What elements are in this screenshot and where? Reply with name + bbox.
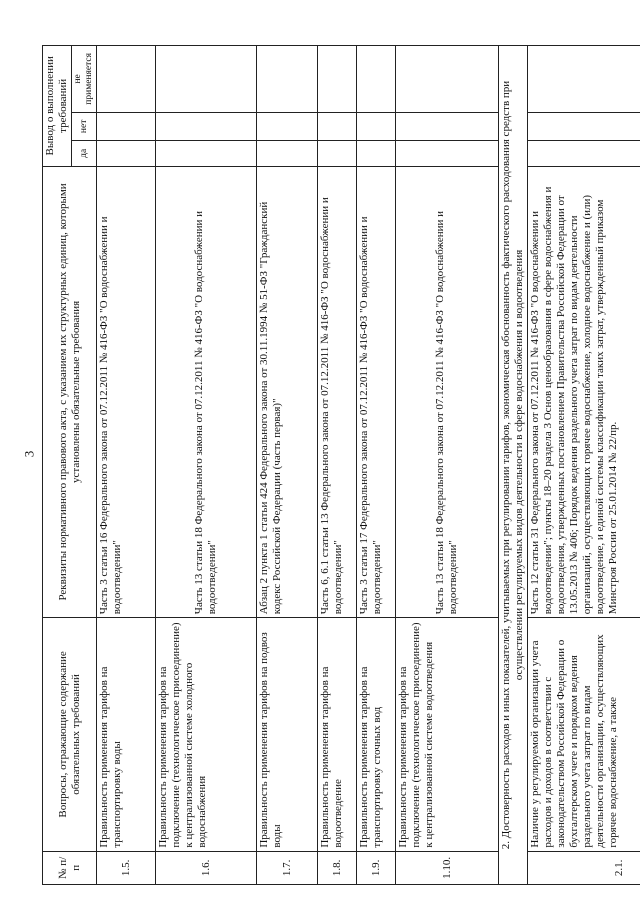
cell-not-applicable [156, 46, 257, 113]
table-row [156, 46, 257, 885]
table-row [528, 46, 640, 885]
header-num: № п/п [43, 851, 97, 884]
header-question: Вопросы, отражающие содержание обязательных требований [43, 618, 97, 851]
table-row [257, 46, 318, 885]
cell-no [396, 112, 499, 140]
cell-yes [318, 140, 357, 166]
row-num: 1.10. [396, 851, 499, 884]
cell-no [257, 112, 318, 140]
row-requirements: Часть 13 статьи 18 Федерального закона от 07.12.2011 № 416-ФЗ "О водоснабжении и водоотведении" [156, 166, 257, 618]
header-conclusion: Вывод о выполнении требований [43, 46, 72, 167]
cell-not-applicable [318, 46, 357, 113]
requirements-table [42, 45, 640, 885]
cell-no [357, 112, 396, 140]
cell-yes [156, 140, 257, 166]
cell-yes [257, 140, 318, 166]
table-row [97, 46, 156, 885]
section-heading-row [499, 46, 528, 885]
cell-not-applicable [97, 46, 156, 113]
row-question: Правильность применения тарифов на транспортировку воды [97, 618, 156, 851]
row-question: Правильность применения тарифов на подвоз воды [257, 618, 318, 851]
cell-no [156, 112, 257, 140]
cell-yes [396, 140, 499, 166]
table-row [318, 46, 357, 885]
cell-not-applicable [357, 46, 396, 113]
header-requirements: Реквизиты нормативного правового акта, с указанием их структурных единиц, которыми установлены обязательные требования [43, 166, 97, 618]
cell-not-applicable [528, 46, 640, 113]
row-num: 1.7. [257, 851, 318, 884]
cell-no [97, 112, 156, 140]
header-not-applicable: не применяется [71, 46, 96, 113]
row-question: Правильность применения тарифов на подключение (технологическое присоединение) к централизованной системе водоотведения [396, 618, 499, 851]
row-question: Правильность применения тарифов на подключение (технологическое присоединение) к централизованной системе холодного водоснабжения [156, 618, 257, 851]
header-no: нет [71, 112, 96, 140]
cell-no [528, 112, 640, 140]
table-row [396, 46, 499, 885]
table-header-row [43, 46, 72, 885]
row-question: Правильность применения тарифов на водоотведение [318, 618, 357, 851]
row-requirements: Часть 3 статьи 16 Федерального закона от 07.12.2011 № 416-ФЗ "О водоснабжении и водоотведении" [97, 166, 156, 618]
row-num: 1.8. [318, 851, 357, 884]
row-requirements: Часть 12 статьи 31 Федерального закона от 07.12.2011 № 416-ФЗ "О водоснабжении и водоотведении"; пункты 18–20 раздела 3 Основ ценообразования в сфере водоснабжения и водоотведения, утвержденных постановлением Правительства Российской Федерации от 13.05.2013 № 406; Порядок ведения раздельного учета затрат по видам деятельности организаций, осуществляющих горячее водоснабжение, холодное водоснабжение и (или) водоотведение, и единой системы классификации таких затрат, утвержденный приказом Минстроя России от 25.01.2014 № 22/пр. [528, 166, 640, 618]
row-requirements: Абзац 2 пункта 1 статьи 424 Федерального закона от 30.11.1994 № 51-ФЗ "Гражданский кодекс Российской Федерации (часть первая)" [257, 166, 318, 618]
table-row [357, 46, 396, 885]
rotated-sheet [42, 45, 640, 885]
header-yes: да [71, 140, 96, 166]
row-num: 1.5. [97, 851, 156, 884]
cell-not-applicable [396, 46, 499, 113]
cell-yes [97, 140, 156, 166]
cell-no [318, 112, 357, 140]
cell-not-applicable [257, 46, 318, 113]
cell-yes [357, 140, 396, 166]
row-num: 1.9. [357, 851, 396, 884]
section-2-title: 2. Достоверность расходов и иных показателей, учитываемых при регулировании тарифов, экономическая обоснованность фактического расходования средств при осуществлении регулируемых видов деятельности в сфере водоснабжения и водоотведения [499, 46, 528, 885]
page-number: 3 [21, 450, 37, 458]
row-requirements: Часть 3 статьи 17 Федерального закона от 07.12.2011 № 416-ФЗ "О водоснабжении и водоотведении" [357, 166, 396, 618]
row-num: 2.1. [528, 851, 640, 884]
row-question: Правильность применения тарифов на транспортировку сточных вод [357, 618, 396, 851]
row-requirements: Часть 13 статьи 18 Федерального закона от 07.12.2011 № 416-ФЗ "О водоснабжении и водоотведении" [396, 166, 499, 618]
cell-yes [528, 140, 640, 166]
row-requirements: Часть 6, 6.1 статьи 13 Федерального закона от 07.12.2011 № 416-ФЗ "О водоснабжении и водоотведении" [318, 166, 357, 618]
row-question: Наличие у регулируемой организации учета расходов и доходов в соответствии с законодательством Российской Федерации о бухгалтерском учете и порядком ведения раздельного учета затрат по видам деятельности организации, осуществляющих горячее водоснабжение, а также [528, 618, 640, 851]
row-num: 1.6. [156, 851, 257, 884]
